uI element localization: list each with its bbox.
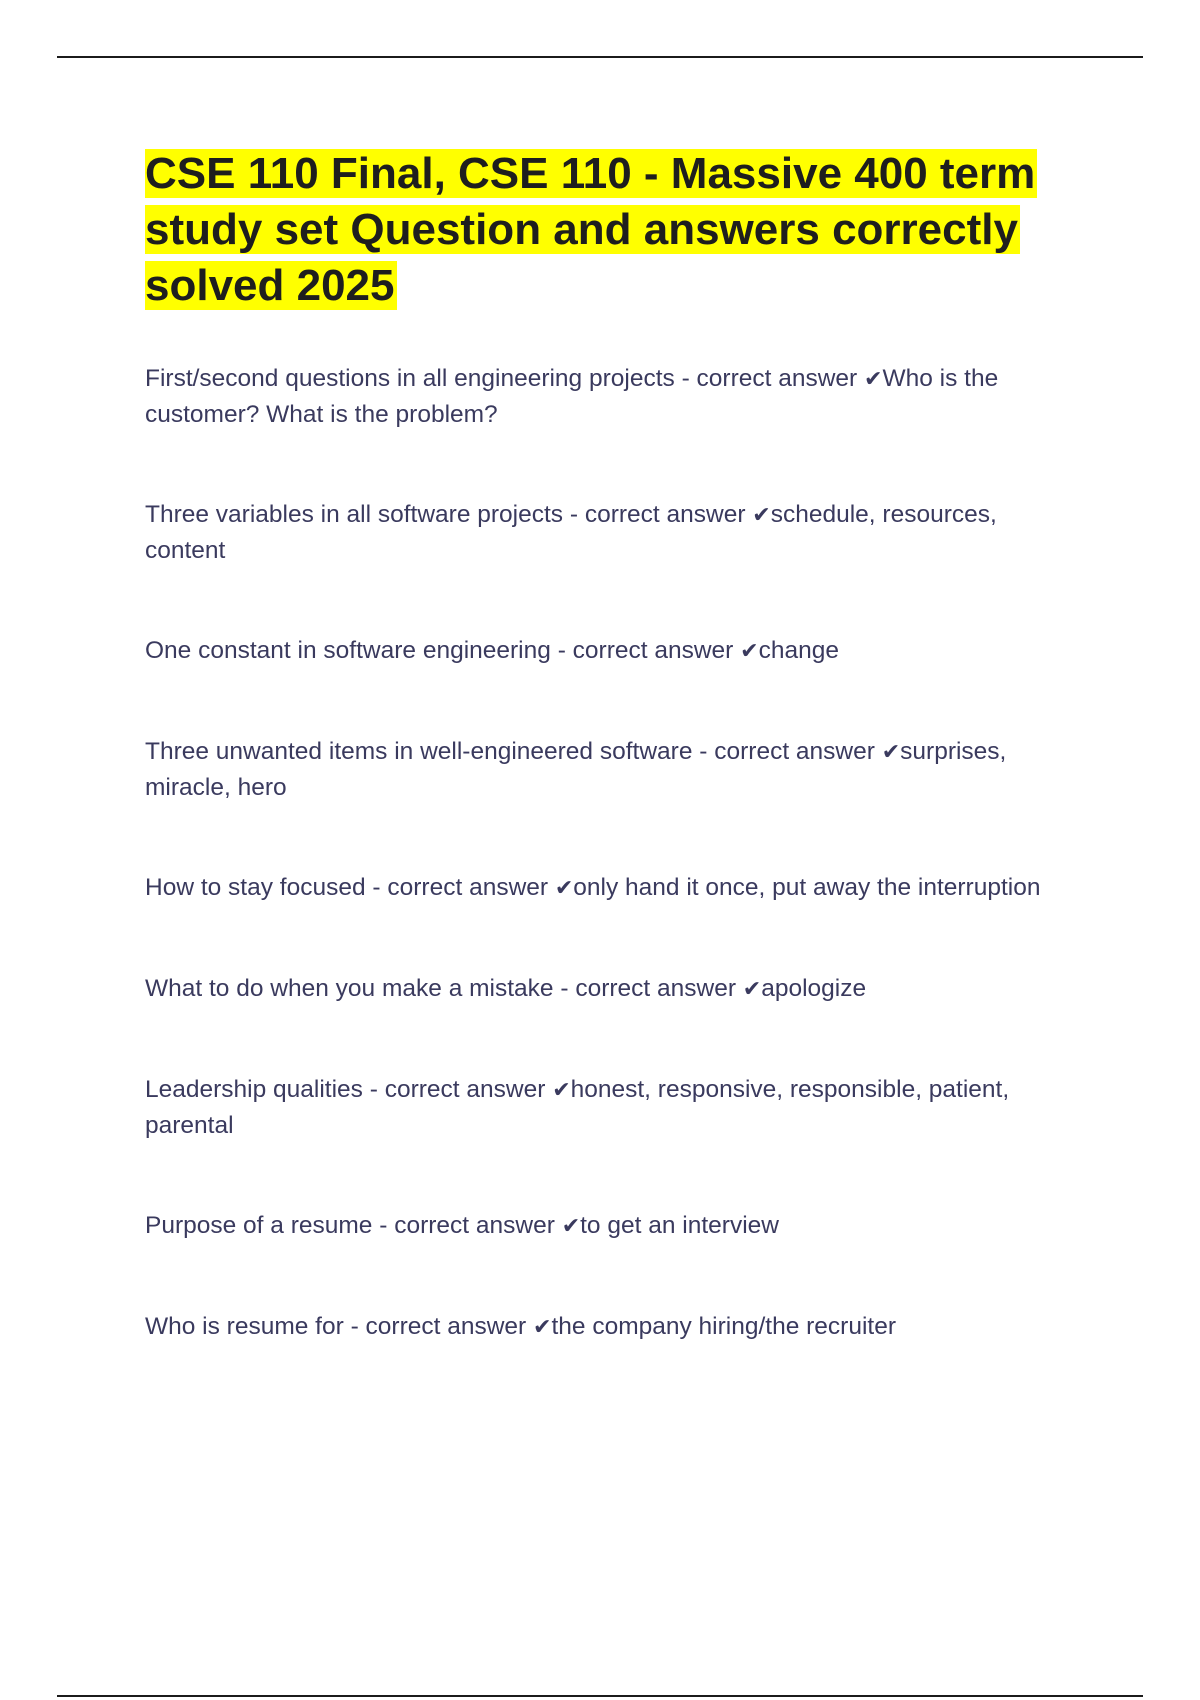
answer-text: to get an interview <box>580 1212 779 1239</box>
bottom-rule <box>57 1695 1143 1697</box>
question-text: Purpose of a resume <box>145 1212 373 1239</box>
qa-item <box>145 971 1075 1007</box>
qa-item <box>145 497 1075 568</box>
answer-text: the company hiring/the recruiter <box>551 1313 896 1340</box>
question-text: How to stay focused <box>145 874 366 901</box>
check-icon: ✔ <box>742 977 762 1002</box>
question-text: What to do when you make a mistake <box>145 975 554 1002</box>
question-text: Leadership qualities <box>145 1076 363 1103</box>
answer-prefix: - correct answer <box>699 738 882 765</box>
question-text: One constant in software engineering <box>145 637 551 664</box>
qa-item <box>145 1072 1075 1143</box>
answer-prefix: - correct answer <box>560 975 743 1002</box>
answer-text: only hand it once, put away the interruption <box>573 874 1041 901</box>
question-text: Three variables in all software projects <box>145 501 564 528</box>
answer-text: change <box>758 637 839 664</box>
check-icon: ✔ <box>752 503 771 528</box>
check-icon: ✔ <box>552 1078 571 1103</box>
answer-text: honest, responsive, responsible, patient, parental <box>145 1076 1010 1139</box>
answer-prefix: - correct answer <box>569 501 753 528</box>
qa-item <box>145 870 1075 906</box>
answer-prefix: - correct answer <box>369 1076 553 1103</box>
answer-prefix: - correct answer <box>372 874 555 901</box>
qa-item <box>145 1208 1075 1244</box>
qa-item <box>145 633 1075 669</box>
check-icon: ✔ <box>881 740 901 765</box>
answer-prefix: - correct answer <box>379 1212 562 1239</box>
question-text: Who is resume for <box>145 1313 344 1340</box>
check-icon: ✔ <box>740 639 759 664</box>
qa-item <box>145 734 1075 805</box>
document-page <box>145 146 1075 1410</box>
question-text: Three unwanted items in well-engineered software <box>145 738 693 765</box>
answer-text: Who is the customer? What is the problem? <box>145 365 999 428</box>
answer-text: surprises, miracle, hero <box>145 738 1007 801</box>
check-icon: ✔ <box>561 1214 581 1239</box>
qa-item <box>145 361 1075 432</box>
document-title <box>145 146 1075 314</box>
top-rule <box>57 56 1143 58</box>
answer-text: schedule, resources, content <box>145 501 997 564</box>
check-icon: ✔ <box>533 1315 552 1340</box>
answer-prefix: - correct answer <box>350 1313 534 1340</box>
qa-item <box>145 1309 1075 1345</box>
answer-prefix: - correct answer <box>557 637 741 664</box>
title-highlight: CSE 110 Final, CSE 110 - Massive 400 term study set Question and answers correctly solved 2025 <box>145 149 1036 310</box>
qa-list <box>145 361 1075 1345</box>
question-text: First/second questions in all engineering projects <box>145 365 675 392</box>
answer-text: apologize <box>761 975 867 1002</box>
check-icon: ✔ <box>554 876 574 901</box>
answer-prefix: - correct answer <box>681 365 865 392</box>
check-icon: ✔ <box>864 367 883 392</box>
